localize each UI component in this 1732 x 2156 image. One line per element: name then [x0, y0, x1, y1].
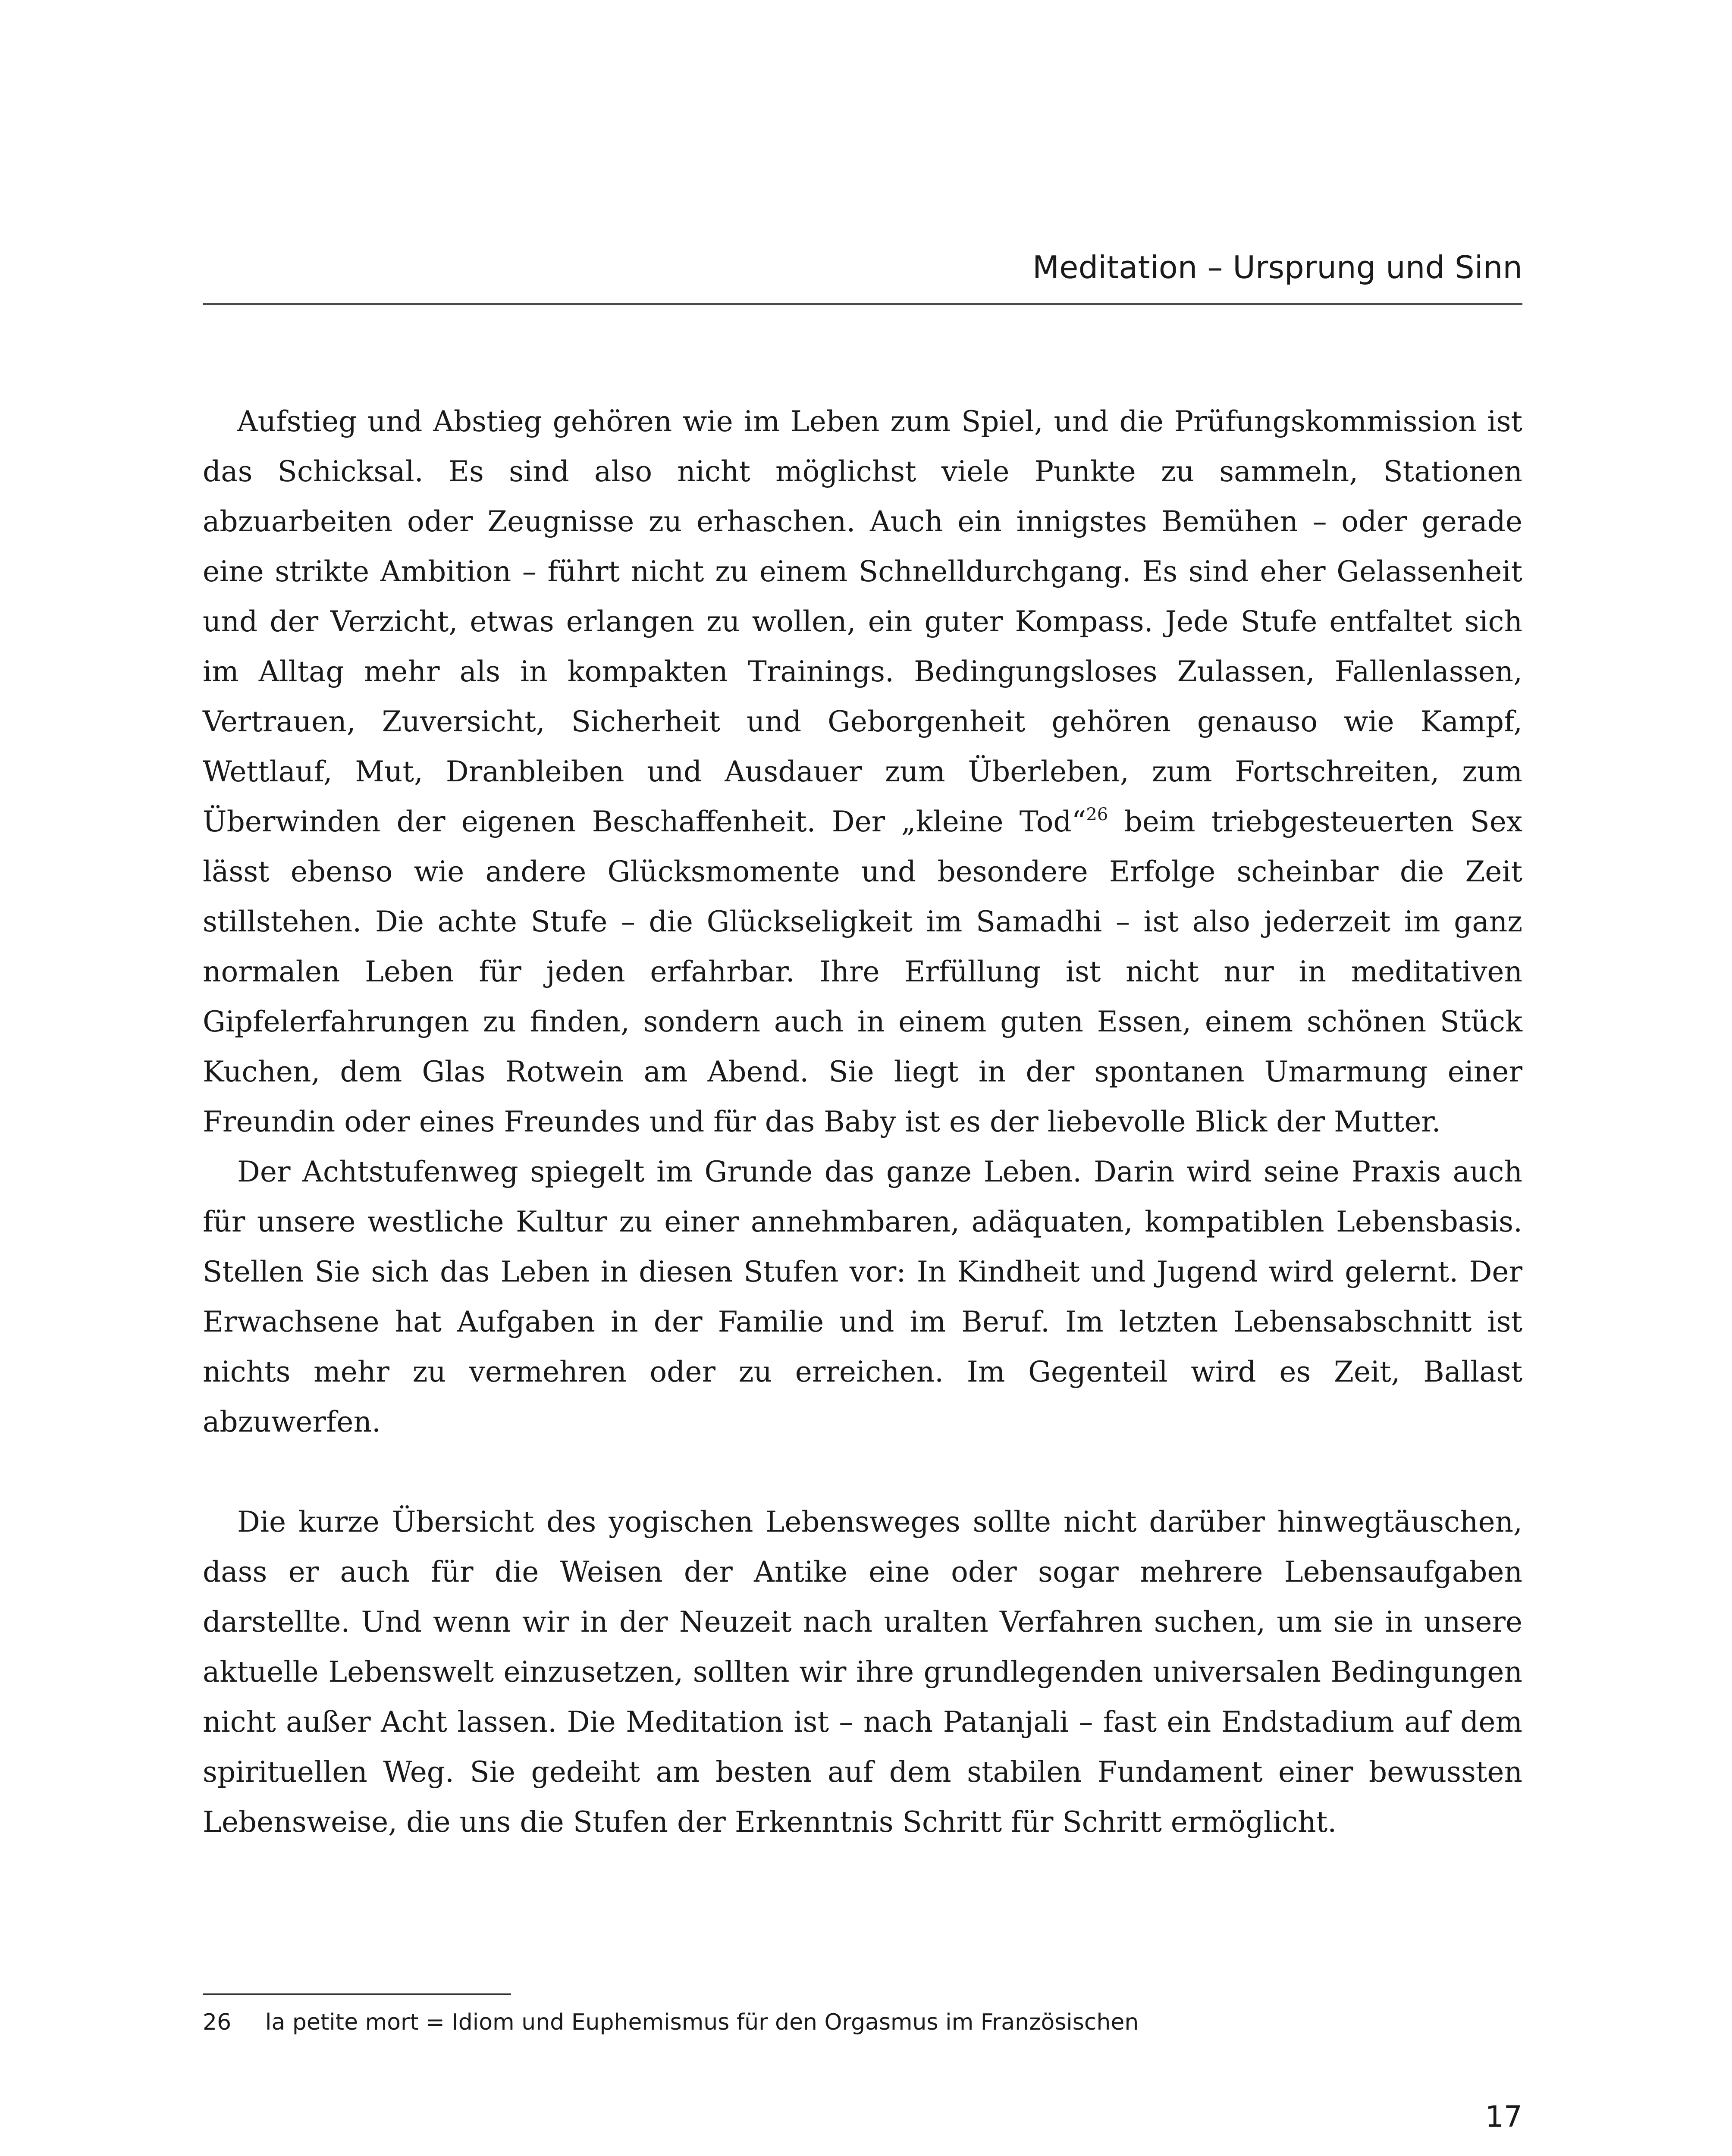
footnote-number: 26 [203, 2009, 232, 2035]
footnote-rule [203, 1993, 511, 1995]
page-number: 17 [1485, 2100, 1522, 2134]
footnote-text: la petite mort = Idiom und Euphemismus für den Orgasmus im Französischen [265, 2009, 1139, 2035]
footnote [203, 2003, 1522, 2042]
header-rule [203, 303, 1522, 305]
paragraph-3: Die kurze Übersicht des yogischen Lebensweges sollte nicht darüber hinwegtäuschen, dass er auch für die Weisen der Antike eine oder sogar mehrere Lebensaufgaben darstellte. Und wenn wir in der Neuzeit nach uralten Verfahren suchen, um sie in unsere aktuelle Lebenswelt einzusetzen, sollten wir ihre grundlegenden universalen Bedingungen nicht außer Acht lassen. Die Meditation ist – nach Patanjali – fast ein Endstadium auf dem spirituellen Weg. Sie gedeiht am besten auf dem stabilen Fundament einer bewussten Lebensweise, die uns die Stufen der Erkenntnis Schritt für Schritt ermöglicht. [203, 1505, 1522, 1839]
running-head: Meditation – Ursprung und Sinn [1032, 249, 1522, 285]
footnote-reference[interactable]: 26 [1086, 805, 1108, 824]
body-text [203, 397, 1522, 1847]
paragraph-2: Der Achtstufenweg spiegelt im Grunde das ganze Leben. Darin wird seine Praxis auch für unsere westliche Kultur zu einer annehmbaren, adäquaten, kompatiblen Lebensbasis. Stellen Sie sich das Leben in diesen Stufen vor: In Kindheit und Jugend wird gelernt. Der Erwachsene hat Aufgaben in der Familie und im Beruf. Im letzten Lebensabschnitt ist nichts mehr zu vermehren oder zu erreichen. Im Gegenteil wird es Zeit, Ballast abzuwerfen. [203, 1155, 1522, 1438]
paragraph-1 [203, 397, 1522, 1147]
paragraph-1-part-b: beim triebgesteuerten Sex lässt ebenso wie andere Glücksmomente und besondere Erfolge scheinbar die Zeit stillstehen. Die achte Stufe – die Glückseligkeit im Samadhi – ist also jederzeit im ganz normalen Leben für jeden erfahrbar. Ihre Erfüllung ist nicht nur in meditativen Gipfelerfahrungen zu finden, sondern auch in einem guten Essen, einem schönen Stück Kuchen, dem Glas Rotwein am Abend. Sie liegt in der spontanen Umarmung einer Freundin oder eines Freundes und für das Baby ist es der liebevolle Blick der Mutter. [203, 805, 1522, 1138]
paragraph-1-part-a: Aufstieg und Abstieg gehören wie im Leben zum Spiel, und die Prüfungskommission ist das Schicksal. Es sind also nicht möglichst viele Punkte zu sammeln, Stationen abzuarbeiten oder Zeugnisse zu erhaschen. Auch ein innigstes Bemühen – oder gerade eine strikte Ambition – führt nicht zu einem Schnelldurchgang. Es sind eher Gelassenheit und der Verzicht, etwas erlangen zu wollen, ein guter Kompass. Jede Stufe entfaltet sich im Alltag mehr als in kompakten Trainings. Bedingungsloses Zulassen, Fallenlassen, Vertrauen, Zuversicht, Sicherheit und Geborgenheit gehören genauso wie Kampf, Wettlauf, Mut, Dranbleiben und Ausdauer zum Überleben, zum Fortschreiten, zum Überwinden der eigenen Beschaffenheit. Der „kleine Tod“ [203, 405, 1522, 838]
